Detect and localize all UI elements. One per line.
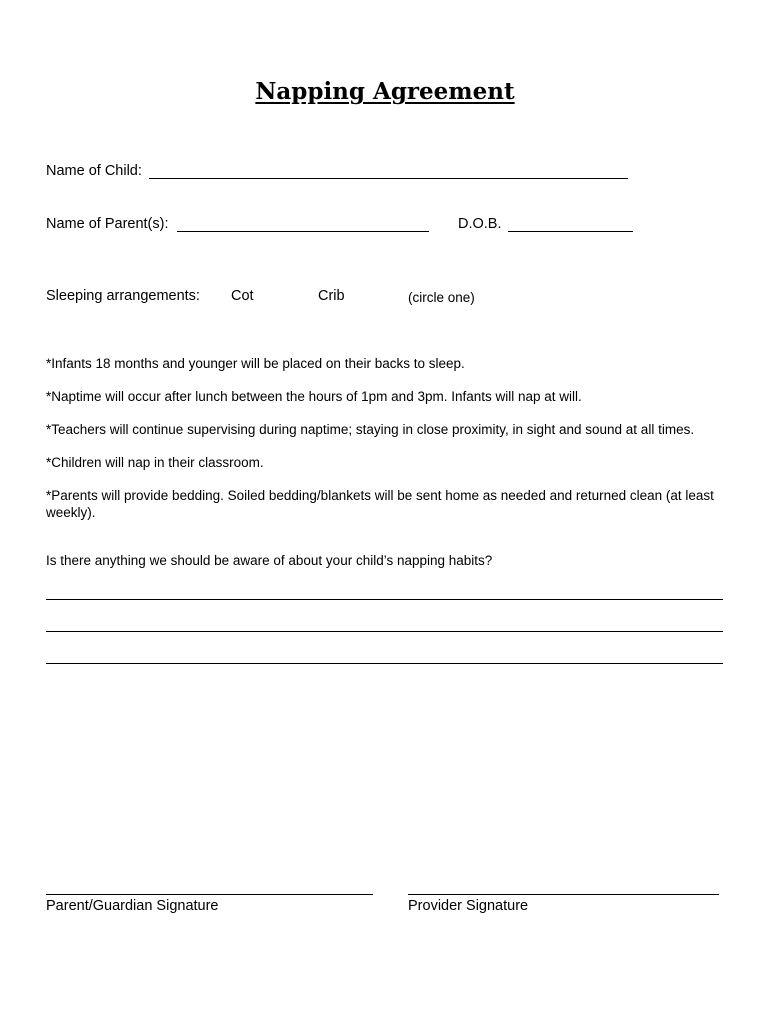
circle-one-note: (circle one) <box>408 290 475 305</box>
child-name-label: Name of Child: <box>46 163 142 179</box>
page-title: Napping Agreement <box>255 78 515 105</box>
rule-item-5: *Parents will provide bedding. Soiled bedding/blankets will be sent home as needed and returned clean (at least weekly). <box>46 488 714 520</box>
parent-signature-label: Parent/Guardian Signature <box>46 898 219 914</box>
child-name-line[interactable] <box>149 178 628 179</box>
dob-line[interactable] <box>508 231 633 232</box>
sleeping-arrangements-label: Sleeping arrangements: <box>46 288 200 304</box>
rule-item-3: *Teachers will continue supervising during naptime; staying in close proximity, in sight and sound at all times. <box>46 422 695 437</box>
napping-habits-question: Is there anything we should be aware of about your child’s napping habits? <box>46 553 493 568</box>
provider-signature-line[interactable] <box>408 894 719 895</box>
parent-name-line[interactable] <box>177 231 429 232</box>
provider-signature-label: Provider Signature <box>408 898 529 914</box>
parent-name-label: Name of Parent(s): <box>46 216 169 232</box>
answer-line-2[interactable] <box>46 631 723 632</box>
parent-signature-line[interactable] <box>46 894 373 895</box>
rule-item-2: *Naptime will occur after lunch between the hours of 1pm and 3pm. Infants will nap at will. <box>46 389 582 404</box>
answer-line-1[interactable] <box>46 599 723 600</box>
rule-item-4: *Children will nap in their classroom. <box>46 455 264 470</box>
dob-label: D.O.B. <box>458 216 502 232</box>
option-cot[interactable]: Cot <box>231 288 254 304</box>
answer-line-3[interactable] <box>46 663 723 664</box>
option-crib[interactable]: Crib <box>318 288 345 304</box>
rule-item-1: *Infants 18 months and younger will be placed on their backs to sleep. <box>46 356 465 371</box>
